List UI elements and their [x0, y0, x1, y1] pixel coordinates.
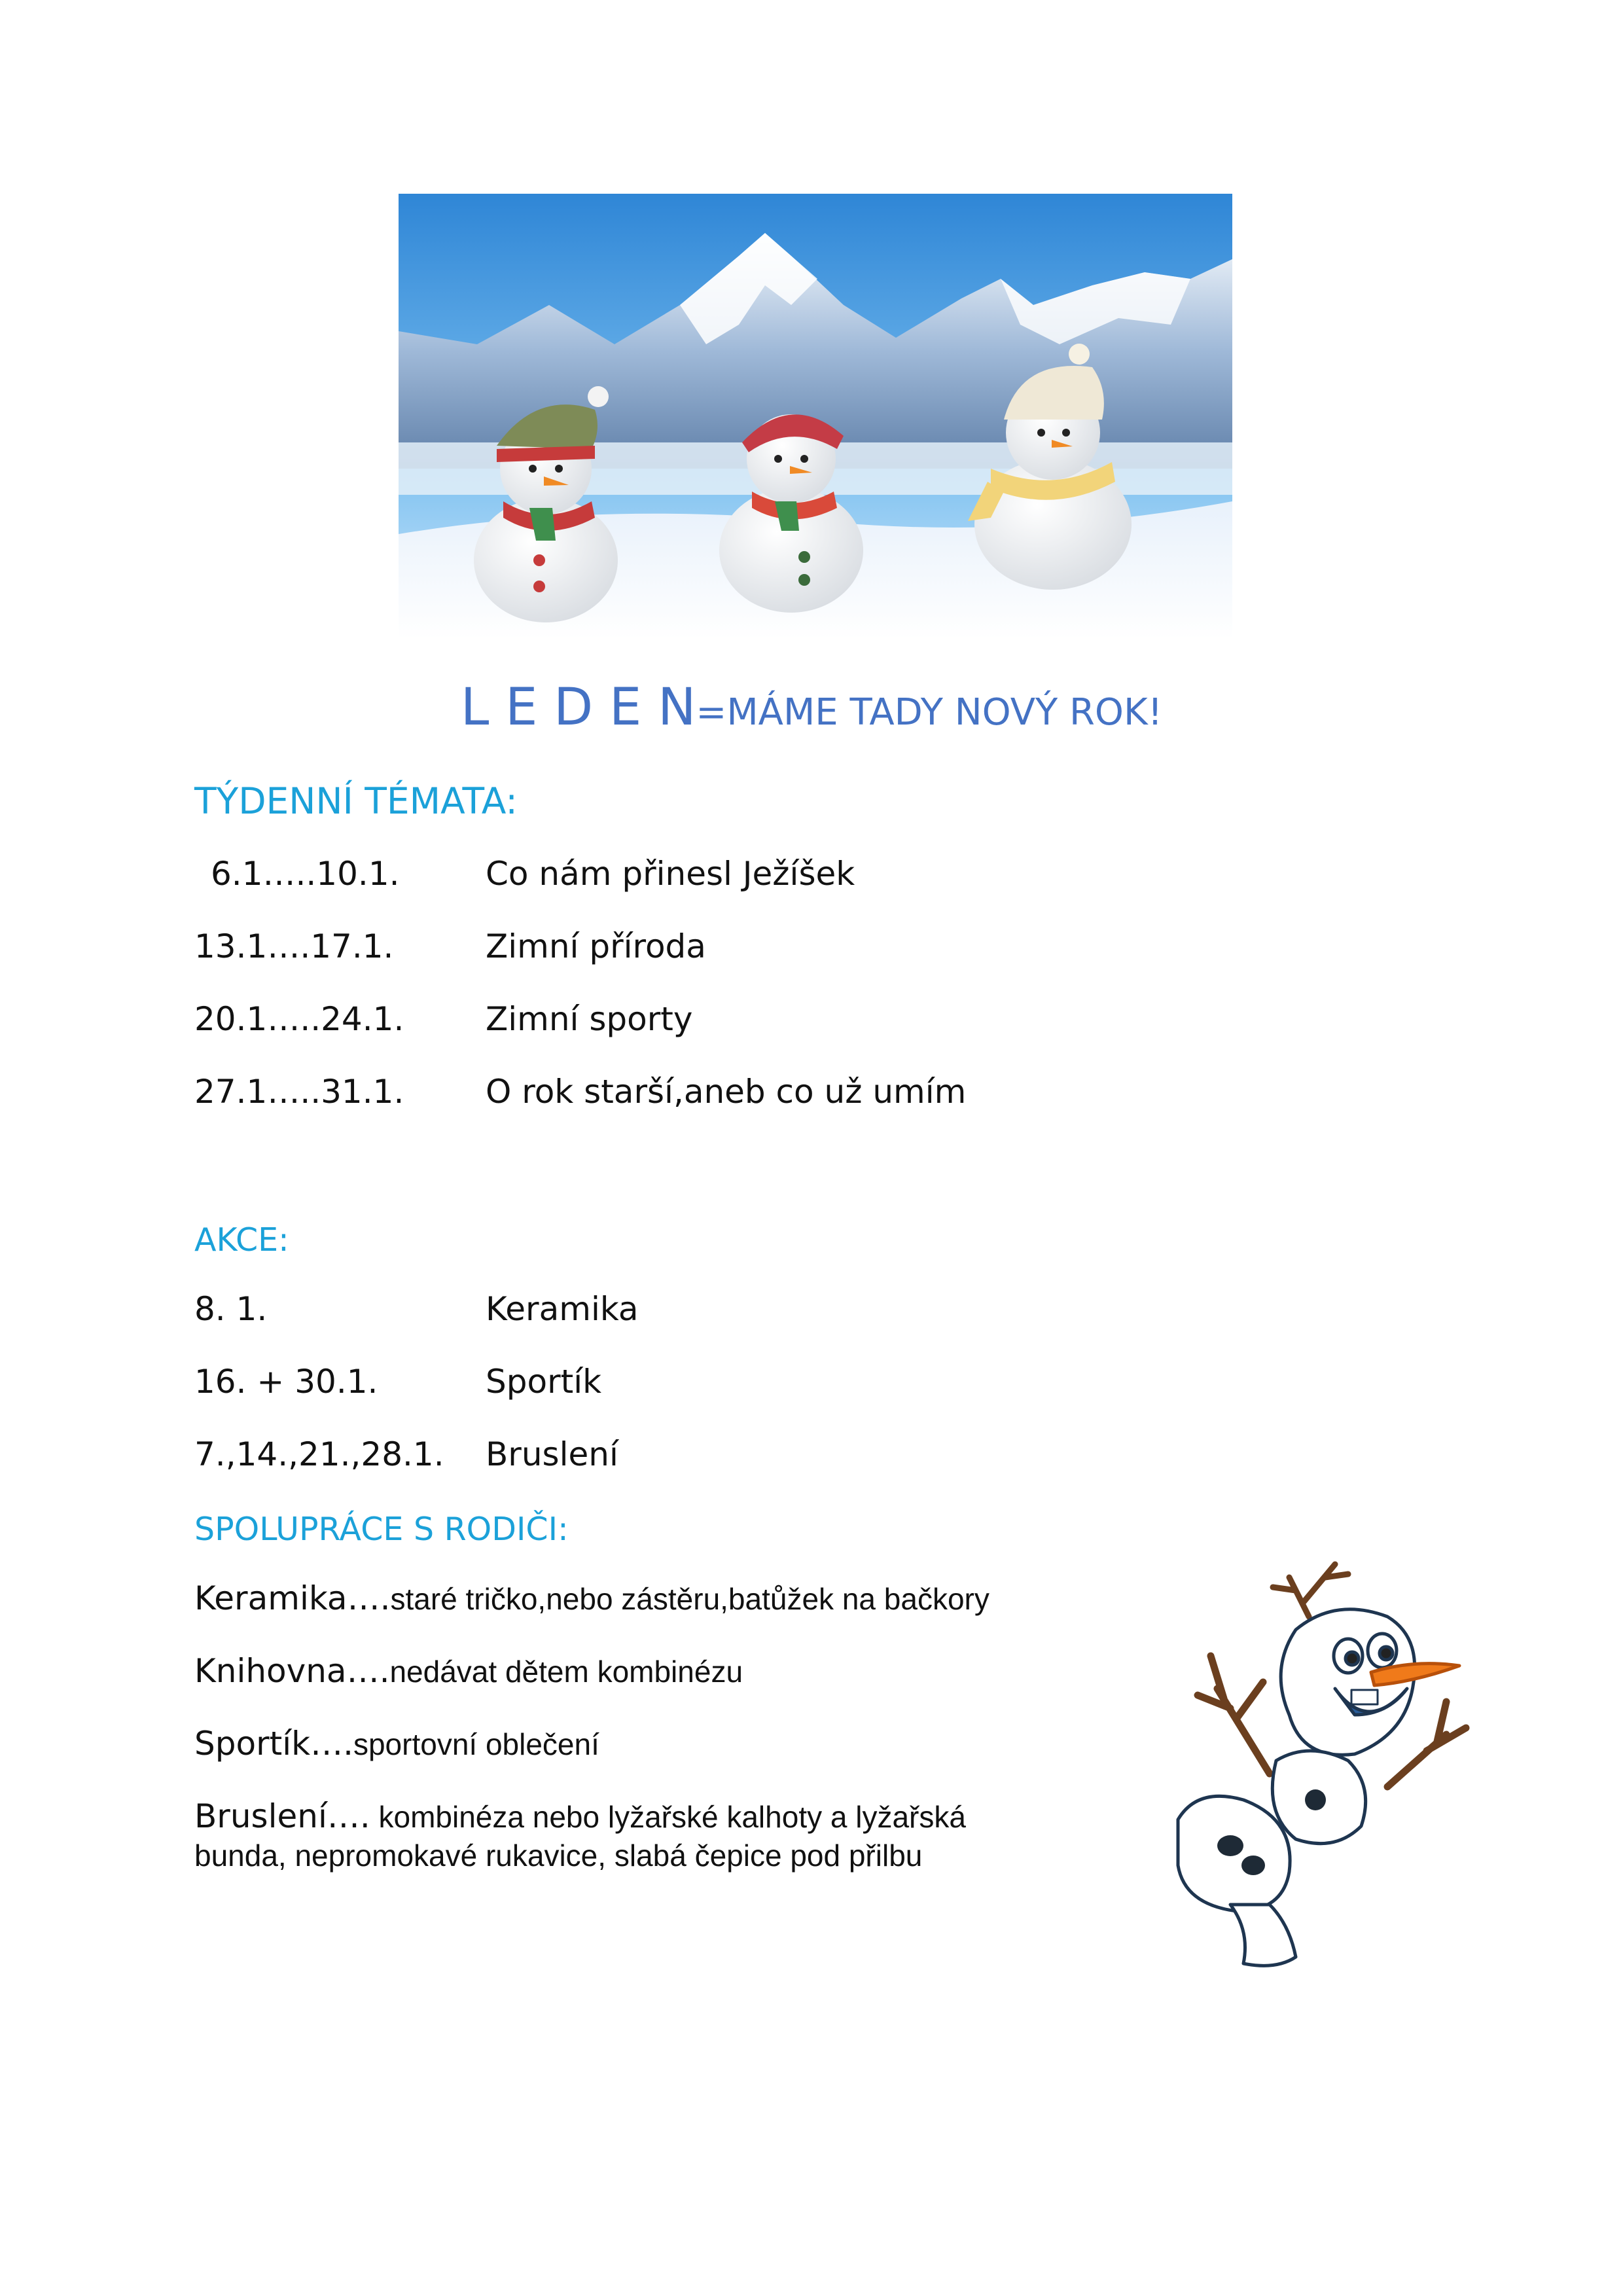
cooperation-text: sportovní oblečení	[353, 1727, 599, 1761]
theme-text: O rok starší,aneb co už umím	[486, 1073, 967, 1111]
event-date: 16. + 30.1.	[194, 1363, 378, 1401]
cooperation-label: Knihovna….	[194, 1652, 390, 1690]
olaf-illustration	[1139, 1538, 1531, 1996]
cooperation-text: staré tričko,nebo zástěru,batůžek na bačkory	[390, 1582, 990, 1616]
cooperation-label: Bruslení….	[194, 1797, 370, 1835]
event-row	[194, 1435, 1176, 1481]
theme-row	[194, 927, 1176, 973]
cooperation-text-continued: bunda, nepromokavé rukavice, slabá čepice pod přilbu	[194, 1839, 923, 1873]
hero-photo-snowmen	[399, 194, 1232, 639]
theme-date: 27.1…..31.1.	[194, 1073, 404, 1111]
page-title	[0, 678, 1623, 737]
event-date: 7.,14.,21.,28.1.	[194, 1435, 444, 1473]
theme-date: 20.1…..24.1.	[194, 1000, 404, 1038]
event-text: Keramika	[486, 1290, 639, 1328]
theme-text: Co nám přinesl Ježíšek	[486, 855, 855, 893]
themes-heading: TÝDENNÍ TÉMATA:	[194, 780, 518, 822]
title-month: L E D E N	[460, 678, 696, 737]
event-row	[194, 1363, 1176, 1408]
theme-row	[194, 1000, 1176, 1046]
event-text: Sportík	[486, 1363, 602, 1401]
theme-text: Zimní příroda	[486, 927, 706, 965]
theme-date: 6.1…..10.1.	[211, 855, 400, 893]
theme-date: 13.1….17.1.	[194, 927, 394, 965]
cooperation-item	[194, 1725, 599, 1763]
cooperation-item	[194, 1652, 743, 1690]
theme-row	[211, 855, 1192, 901]
cooperation-label: Sportík….	[194, 1725, 353, 1763]
cooperation-heading: SPOLUPRÁCE S RODIČI:	[194, 1511, 569, 1548]
title-subtitle: =MÁME TADY NOVÝ ROK!	[696, 691, 1163, 734]
cooperation-item	[194, 1579, 990, 1617]
cooperation-item	[194, 1797, 966, 1835]
events-heading: AKCE:	[194, 1221, 289, 1259]
theme-text: Zimní sporty	[486, 1000, 693, 1038]
cooperation-text: kombinéza nebo lyžařské kalhoty a lyžařská	[370, 1800, 966, 1834]
event-row	[194, 1290, 1176, 1336]
cooperation-text: nedávat dětem kombinézu	[389, 1655, 743, 1689]
event-date: 8. 1.	[194, 1290, 268, 1328]
event-text: Bruslení	[486, 1435, 618, 1473]
theme-row	[194, 1073, 1176, 1119]
cooperation-label: Keramika….	[194, 1579, 391, 1617]
